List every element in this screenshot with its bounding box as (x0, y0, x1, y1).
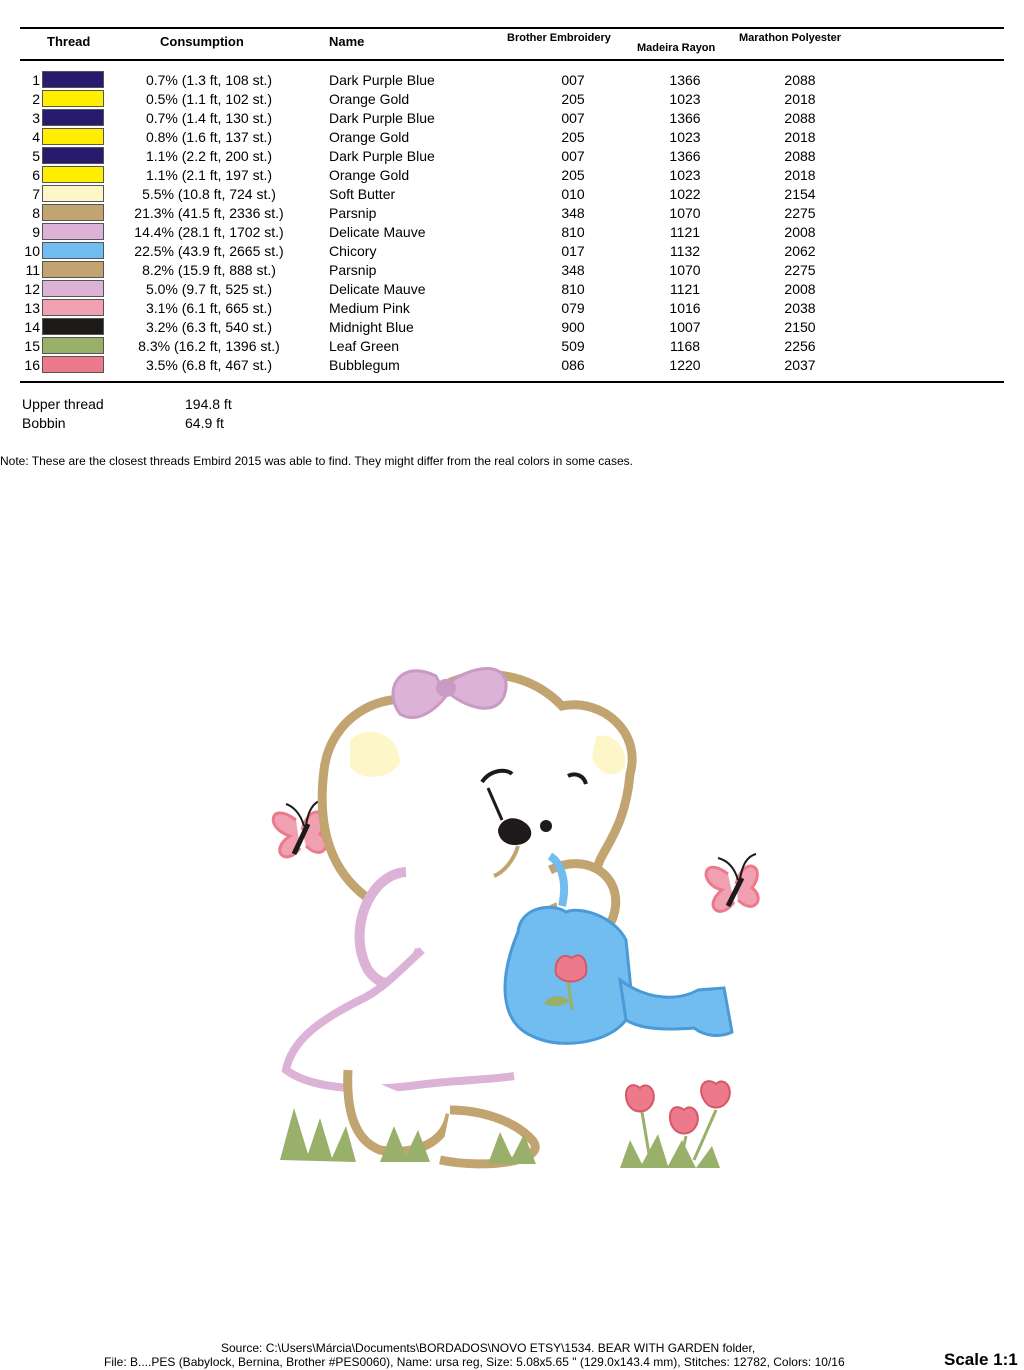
thread-madeira-code: 1220 (669, 357, 701, 373)
footer-file-info: File: B....PES (Babylock, Bernina, Brother #PES0060), Name: ursa reg, Size: 5.08x5.65 " (129.0x143.4 mm), Stitches: 12782, Colors: 10/16 (104, 1355, 845, 1369)
thread-consumption: 8.2% (15.9 ft, 888 st.) (142, 262, 276, 278)
thread-row (0, 108, 1024, 127)
grass-left-icon (280, 1108, 356, 1162)
thread-consumption: 3.1% (6.1 ft, 665 st.) (145, 300, 273, 316)
thread-madeira-code: 1007 (669, 319, 701, 335)
thread-brother-code: 007 (561, 72, 585, 88)
thread-consumption: 0.5% (1.1 ft, 102 st.) (145, 91, 273, 107)
thread-number: 13 (24, 300, 40, 316)
thread-name: Medium Pink (329, 300, 410, 316)
thread-marathon-code: 2154 (784, 186, 816, 202)
thread-name: Orange Gold (329, 129, 410, 145)
bobbin-label: Bobbin (22, 415, 66, 431)
thread-marathon-code: 2256 (784, 338, 816, 354)
thread-row (0, 203, 1024, 222)
thread-brother-code: 900 (561, 319, 585, 335)
thread-madeira-code: 1022 (669, 186, 701, 202)
thread-brother-code: 079 (561, 300, 585, 316)
thread-consumption: 22.5% (43.9 ft, 2665 st.) (134, 243, 284, 259)
footer-source: Source: C:\Users\Márcia\Documents\BORDADOS\NOVO ETSY\1534. BEAR WITH GARDEN folder, (221, 1341, 756, 1355)
thread-color-swatch (42, 299, 104, 316)
thread-marathon-code: 2088 (784, 72, 816, 88)
thread-marathon-code: 2018 (784, 129, 816, 145)
col-header-madeira: Madeira Rayon (637, 42, 716, 54)
col-header-consumption: Consumption (160, 34, 244, 49)
thread-brother-code: 810 (561, 281, 585, 297)
thread-consumption: 14.4% (28.1 ft, 1702 st.) (134, 224, 284, 240)
thread-color-swatch (42, 318, 104, 335)
thread-number: 5 (32, 148, 40, 164)
thread-consumption: 8.3% (16.2 ft, 1396 st.) (138, 338, 280, 354)
col-header-marathon: Marathon Polyester (739, 32, 842, 44)
thread-brother-code: 348 (561, 205, 585, 221)
thread-row (0, 222, 1024, 241)
thread-marathon-code: 2062 (784, 243, 816, 259)
thread-madeira-code: 1023 (669, 129, 701, 145)
thread-consumption: 0.8% (1.6 ft, 137 st.) (145, 129, 273, 145)
thread-row (0, 127, 1024, 146)
thread-consumption: 5.5% (10.8 ft, 724 st.) (142, 186, 276, 202)
thread-color-swatch (42, 261, 104, 278)
thread-number: 15 (24, 338, 40, 354)
thread-row (0, 184, 1024, 203)
thread-name: Orange Gold (329, 167, 410, 183)
thread-madeira-code: 1366 (669, 148, 701, 164)
thread-marathon-code: 2275 (784, 262, 816, 278)
thread-color-swatch (42, 356, 104, 373)
thread-row (0, 317, 1024, 336)
thread-name: Delicate Mauve (329, 281, 426, 297)
thread-row (0, 336, 1024, 355)
col-header-name: Name (329, 34, 365, 49)
table-bottom-rule (20, 381, 1004, 383)
thread-brother-code: 007 (561, 148, 585, 164)
thread-row (0, 165, 1024, 184)
thread-name: Orange Gold (329, 91, 410, 107)
thread-madeira-code: 1070 (669, 205, 701, 221)
thread-marathon-code: 2038 (784, 300, 816, 316)
thread-row (0, 260, 1024, 279)
thread-madeira-code: 1121 (669, 224, 701, 240)
thread-brother-code: 205 (561, 91, 585, 107)
col-header-brother: Brother Embroidery (507, 32, 611, 44)
thread-marathon-code: 2018 (784, 167, 816, 183)
thread-marathon-code: 2275 (784, 205, 816, 221)
thread-name: Chicory (329, 243, 377, 259)
thread-madeira-code: 1023 (669, 167, 701, 183)
thread-name: Dark Purple Blue (329, 72, 435, 88)
thread-color-swatch (42, 166, 104, 183)
thread-color-swatch (42, 204, 104, 221)
thread-name: Midnight Blue (329, 319, 414, 335)
thread-madeira-code: 1168 (669, 338, 701, 354)
thread-color-swatch (42, 147, 104, 164)
thread-row (0, 146, 1024, 165)
thread-number: 1 (32, 72, 40, 88)
thread-number: 7 (32, 186, 40, 202)
thread-consumption: 0.7% (1.3 ft, 108 st.) (145, 72, 273, 88)
thread-consumption: 1.1% (2.2 ft, 200 st.) (145, 148, 273, 164)
thread-row (0, 89, 1024, 108)
thread-row (0, 279, 1024, 298)
thread-row (0, 298, 1024, 317)
thread-number: 9 (32, 224, 40, 240)
thread-brother-code: 348 (561, 262, 585, 278)
thread-marathon-code: 2037 (784, 357, 816, 373)
thread-marathon-code: 2088 (784, 110, 816, 126)
thread-name: Bubblegum (329, 357, 400, 373)
thread-madeira-code: 1070 (669, 262, 701, 278)
upper-thread-value: 194.8 ft (185, 396, 232, 412)
thread-name: Dark Purple Blue (329, 110, 435, 126)
bobbin-value: 64.9 ft (185, 415, 224, 431)
thread-name: Leaf Green (329, 338, 400, 354)
thread-name: Soft Butter (329, 186, 396, 202)
thread-brother-code: 205 (561, 129, 585, 145)
thread-marathon-code: 2008 (784, 281, 816, 297)
thread-brother-code: 509 (561, 338, 585, 354)
thread-madeira-code: 1132 (669, 243, 701, 259)
thread-color-swatch (42, 109, 104, 126)
thread-number: 16 (24, 357, 40, 373)
thread-madeira-code: 1016 (669, 300, 701, 316)
butterfly-right-icon (706, 854, 758, 911)
scale-label: Scale 1:1 (944, 1350, 1018, 1369)
thread-brother-code: 086 (561, 357, 585, 373)
thread-consumption: 21.3% (41.5 ft, 2336 st.) (134, 205, 284, 221)
thread-number: 10 (24, 243, 40, 259)
thread-consumption: 0.7% (1.4 ft, 130 st.) (145, 110, 273, 126)
upper-thread-label: Upper thread (22, 396, 104, 412)
thread-number: 4 (32, 129, 40, 145)
thread-name: Parsnip (329, 262, 377, 278)
thread-color-swatch (42, 71, 104, 88)
thread-color-swatch (42, 280, 104, 297)
thread-color-swatch (42, 337, 104, 354)
thread-marathon-code: 2008 (784, 224, 816, 240)
thread-color-swatch (42, 242, 104, 259)
thread-number: 6 (32, 167, 40, 183)
col-header-thread: Thread (47, 34, 91, 49)
thread-number: 2 (32, 91, 40, 107)
thread-name: Delicate Mauve (329, 224, 426, 240)
thread-row (0, 241, 1024, 260)
thread-number: 14 (24, 319, 40, 335)
thread-brother-code: 007 (561, 110, 585, 126)
thread-consumption: 3.2% (6.3 ft, 540 st.) (145, 319, 273, 335)
embroidery-design-preview (250, 640, 770, 1180)
note-text: Note: These are the closest threads Embird 2015 was able to find. They might differ from the real colors in some cases. (0, 454, 633, 468)
thread-number: 8 (32, 205, 40, 221)
thread-brother-code: 017 (561, 243, 585, 259)
thread-brother-code: 810 (561, 224, 585, 240)
thread-consumption: 5.0% (9.7 ft, 525 st.) (145, 281, 273, 297)
thread-brother-code: 010 (561, 186, 585, 202)
tulips-icon (620, 1081, 730, 1168)
thread-marathon-code: 2018 (784, 91, 816, 107)
thread-name: Parsnip (329, 205, 377, 221)
table-header-rule (20, 59, 1004, 61)
thread-name: Dark Purple Blue (329, 148, 435, 164)
thread-color-swatch (42, 90, 104, 107)
thread-color-swatch (42, 185, 104, 202)
thread-madeira-code: 1023 (669, 91, 701, 107)
thread-madeira-code: 1121 (669, 281, 701, 297)
thread-color-swatch (42, 223, 104, 240)
thread-brother-code: 205 (561, 167, 585, 183)
thread-madeira-code: 1366 (669, 110, 701, 126)
thread-number: 3 (32, 110, 40, 126)
thread-color-swatch (42, 128, 104, 145)
thread-row (0, 355, 1024, 374)
thread-number: 12 (24, 281, 40, 297)
thread-consumption: 1.1% (2.1 ft, 197 st.) (145, 167, 273, 183)
thread-number: 11 (25, 262, 40, 278)
thread-marathon-code: 2150 (784, 319, 816, 335)
thread-marathon-code: 2088 (784, 148, 816, 164)
thread-consumption: 3.5% (6.8 ft, 467 st.) (145, 357, 273, 373)
table-top-rule (20, 27, 1004, 29)
thread-row (0, 70, 1024, 89)
thread-madeira-code: 1366 (669, 72, 701, 88)
